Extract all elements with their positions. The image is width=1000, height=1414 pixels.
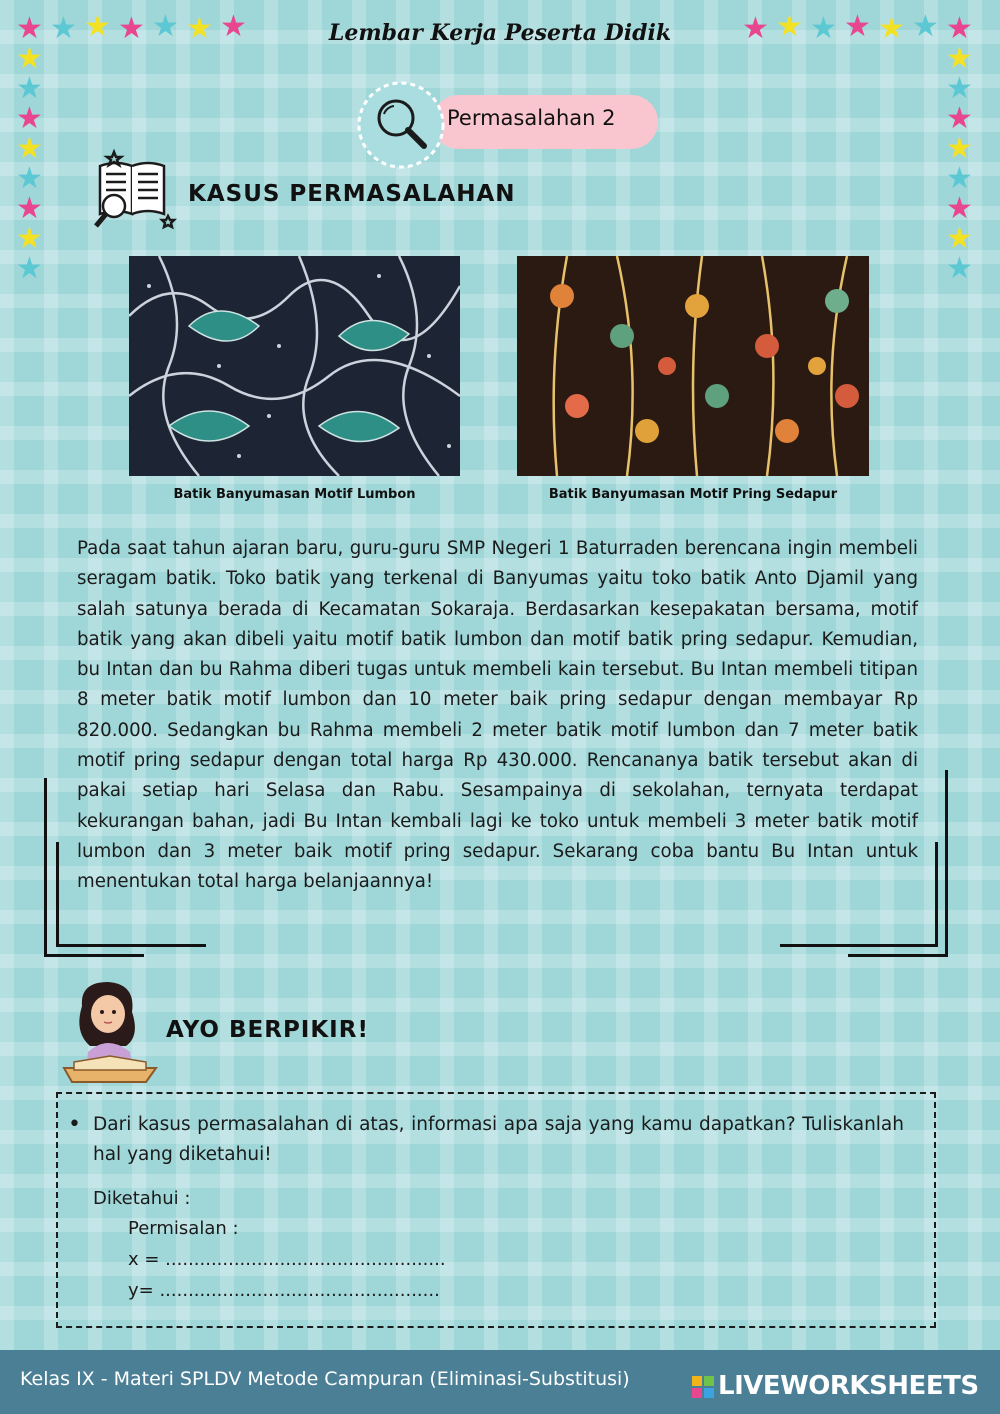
star-icon: ★ — [186, 11, 213, 46]
star-icon: ★ — [946, 11, 973, 46]
frame-bracket-left — [56, 842, 59, 946]
liveworksheets-logo-icon — [692, 1376, 714, 1398]
star-icon: ★ — [16, 161, 43, 196]
batik-lumbon-image — [129, 256, 460, 476]
star-icon: ★ — [946, 251, 973, 286]
frame-bracket-right — [848, 954, 948, 957]
star-icon: ★ — [878, 11, 905, 46]
frame-bracket-right — [945, 770, 948, 956]
star-icon: ★ — [946, 191, 973, 226]
frame-bracket-left — [44, 954, 144, 957]
batik-pring-sedapur-caption: Batik Banyumasan Motif Pring Sedapur — [548, 487, 838, 502]
star-icon: ★ — [50, 11, 77, 46]
batik-lumbon-caption: Batik Banyumasan Motif Lumbon — [173, 487, 416, 502]
star-icon: ★ — [152, 9, 179, 44]
star-icon: ★ — [810, 11, 837, 46]
star-icon: ★ — [118, 11, 145, 46]
star-icon: ★ — [220, 9, 247, 44]
x-answer-field[interactable]: x = ................................................. — [128, 1249, 446, 1270]
frame-bracket-left — [44, 778, 47, 956]
magnifier-icon — [356, 80, 446, 170]
star-icon: ★ — [16, 41, 43, 76]
let-label: Permisalan : — [128, 1218, 239, 1239]
star-icon: ★ — [16, 131, 43, 166]
star-icon: ★ — [16, 251, 43, 286]
liveworksheets-logo[interactable]: LIVEWORKSHEETS — [718, 1371, 979, 1401]
star-icon: ★ — [16, 191, 43, 226]
star-icon: ★ — [16, 71, 43, 106]
y-answer-field[interactable]: y= ................................................. — [128, 1280, 440, 1301]
problem-badge-label: Permasalahan 2 — [447, 106, 616, 130]
star-icon: ★ — [742, 11, 769, 46]
frame-bracket-right — [780, 944, 938, 947]
star-icon: ★ — [16, 101, 43, 136]
star-icon: ★ — [946, 131, 973, 166]
question-text: Dari kasus permasalahan di atas, informasi apa saja yang kamu dapatkan? Tuliskanlah hal yang diketahui! — [93, 1114, 904, 1165]
case-story-text: Pada saat tahun ajaran baru, guru-guru SMP Negeri 1 Baturraden berencana ingin membeli seragam batik. Toko batik yang terkenal di Banyumas yaitu toko batik Anto Djamil yang salah satunya berada di Kecamatan Sokaraja. Berdasarkan kesepakatan bersama, motif batik yang akan dibeli yaitu motif batik lumbon dan motif batik pring sedapur. Kemudian, bu Intan dan bu Rahma diberi tugas untuk membeli kain tersebut. Bu Intan membeli titipan 8 meter batik motif lumbon dan 10 meter baik pring sedapur dengan membayar Rp 820.000. Sedangkan bu Rahma membeli 2 meter batik motif lumbon dan 7 meter batik motif pring sedapur dengan total harga Rp 430.000. Rencananya batik tersebut akan di pakai setiap hari Selasa dan Rabu. Sesampainya di sekolahan, ternyata terdapat kekurangan bahan, jadi Bu Intan kembali lagi ke toko untuk membeli 3 meter batik motif lumbon dan 3 meter baik motif pring sedapur. Sekarang coba bantu Bu Intan untuk menentukan total harga belanjaannya! — [77, 538, 918, 893]
star-icon: ★ — [946, 161, 973, 196]
page-title: Lembar Kerja Peserta Didik — [328, 20, 672, 46]
thinking-girl-icon — [60, 976, 160, 1086]
case-section-title: KASUS PERMASALAHAN — [188, 181, 516, 207]
star-icon: ★ — [946, 101, 973, 136]
batik-pring-sedapur-image — [517, 256, 869, 476]
star-icon: ★ — [16, 221, 43, 256]
star-icon: ★ — [946, 71, 973, 106]
bullet-icon: • — [68, 1112, 81, 1137]
think-section-title: AYO BERPIKIR! — [166, 1017, 369, 1043]
star-icon: ★ — [946, 221, 973, 256]
footer-text: Kelas IX - Materi SPLDV Metode Campuran (Eliminasi-Substitusi) — [20, 1368, 630, 1390]
star-icon: ★ — [16, 11, 43, 46]
star-icon: ★ — [844, 9, 871, 44]
star-icon: ★ — [776, 9, 803, 44]
book-magnifier-icon — [92, 148, 178, 234]
star-icon: ★ — [946, 41, 973, 76]
star-icon: ★ — [912, 9, 939, 44]
star-icon: ★ — [84, 9, 111, 44]
frame-bracket-right — [935, 842, 938, 946]
known-label: Diketahui : — [93, 1188, 191, 1209]
frame-bracket-left — [56, 944, 206, 947]
